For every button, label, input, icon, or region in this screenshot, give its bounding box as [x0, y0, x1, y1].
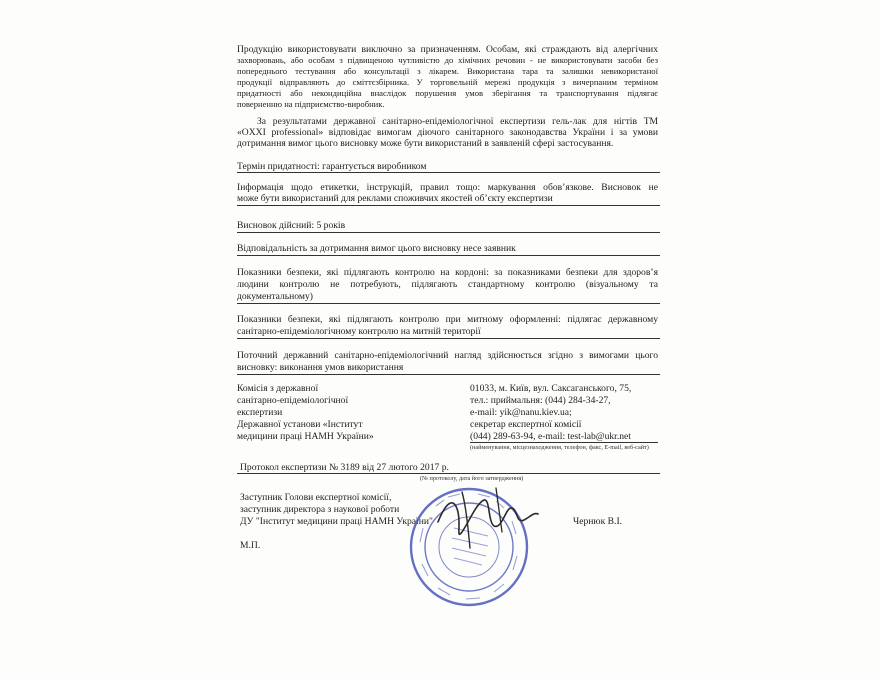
text-line: висновку: виконання умов використання	[237, 362, 404, 373]
text-line: Інформація щодо етикетки, інструкцій, правил тощо: маркування обов’язкове. Висновок не	[237, 182, 658, 193]
text-line: заступник директора з наукової роботи	[240, 504, 400, 515]
text-line: попереднього тестування або консультації з лікарем. Використана тара та залишки невикористаної	[237, 66, 658, 76]
divider	[470, 442, 658, 443]
text-line: захворювань, або особам з підвищеною чутливістю до хімічних речовин - не використовувати засоби без	[237, 55, 658, 65]
text-line: медицини праці НАМН України»	[237, 431, 374, 442]
divider	[237, 172, 660, 173]
divider	[237, 338, 660, 339]
text-line: Показники безпеки, які підлягають контролю на кордоні: за показниками безпеки для здоров’я	[237, 267, 658, 278]
text-line: дотримання вимог цього висновку може бути використаний в заявленій сфері застосування.	[237, 138, 614, 149]
text-line: Поточний державний санітарно-епідеміологічний нагляд здійснюється згідно з вимогами цього	[237, 350, 658, 361]
text-line: секретар експертної комісії	[470, 419, 582, 430]
text-line: може бути використаний для реклами споживчих якостей об’єкту експертизи	[237, 193, 553, 204]
text-line: ДУ "Інститут медицини праці НАМН України"	[240, 516, 433, 527]
signatory-name: Чернюк В.І.	[573, 516, 623, 527]
text-line: Комісія з державної	[237, 383, 319, 394]
text-line: продукції відправляють до сміттєзбірника. У торговельній мережі продукція з вичерпаним терміном	[237, 77, 658, 87]
mp-mark: М.П.	[240, 540, 261, 551]
text-line: e-mail: yik@nanu.kiev.ua;	[470, 407, 572, 418]
shelf-life: Термін придатності: гарантується виробником	[237, 161, 427, 172]
protocol: Протокол експертизи № 3189 від 27 лютого 2017 р.	[240, 462, 449, 473]
text-line: «OXXI professional» відповідає вимогам діючого санітарного законодавства України і за умови	[237, 127, 658, 138]
address-caption: (найменування, місцезнаходження, телефон, факс, E-mail, веб-сайт)	[470, 444, 649, 451]
divider	[237, 232, 660, 233]
text-line: поверненню на підприємство-виробник.	[237, 99, 385, 109]
text-line: документальному)	[237, 291, 313, 302]
text-line: санітарно-епідеміологічному контролю на митній території	[237, 326, 481, 337]
divider	[237, 473, 660, 474]
text-line: Державної установи «Інститут	[237, 419, 363, 430]
text-line: 01033, м. Київ, вул. Саксаганського, 75,	[470, 383, 632, 394]
divider	[237, 255, 660, 256]
signature-icon	[432, 482, 542, 552]
text-line: (044) 289-63-94, e-mail: test-lab@ukr.net	[470, 431, 631, 442]
text-line: придатності або некондиційна внаслідок порушення умов зберігання та транспортування підлягає	[237, 88, 658, 98]
text-line: експертизи	[237, 407, 283, 418]
responsibility: Відповідальність за дотримання вимог цього висновку несе заявник	[237, 243, 516, 254]
divider	[237, 374, 660, 375]
divider	[237, 205, 660, 206]
text-line: Показники безпеки, які підлягають контролю при митному оформленні: підлягає державному	[237, 314, 658, 325]
text-line: тел.: приймальня: (044) 284-34-27,	[470, 395, 611, 406]
protocol-caption: (№ протоколу, дата його затвердження)	[420, 475, 524, 482]
text-line: За результатами державної санітарно-епідеміологічної експертизи гель-лак для нігтів ТМ	[257, 116, 658, 127]
text-line: Заступник Голови експертної комісії,	[240, 492, 392, 503]
divider	[237, 303, 660, 304]
text-line: людини контролю не потребують, підлягають стандартному контролю (візуальному та	[237, 279, 658, 290]
text-line: Продукцію використовувати виключно за призначенням. Особам, які страждають від алергічних	[237, 44, 658, 55]
validity: Висновок дійсний: 5 років	[237, 220, 346, 231]
text-line: санітарно-епідеміологічної	[237, 395, 349, 406]
